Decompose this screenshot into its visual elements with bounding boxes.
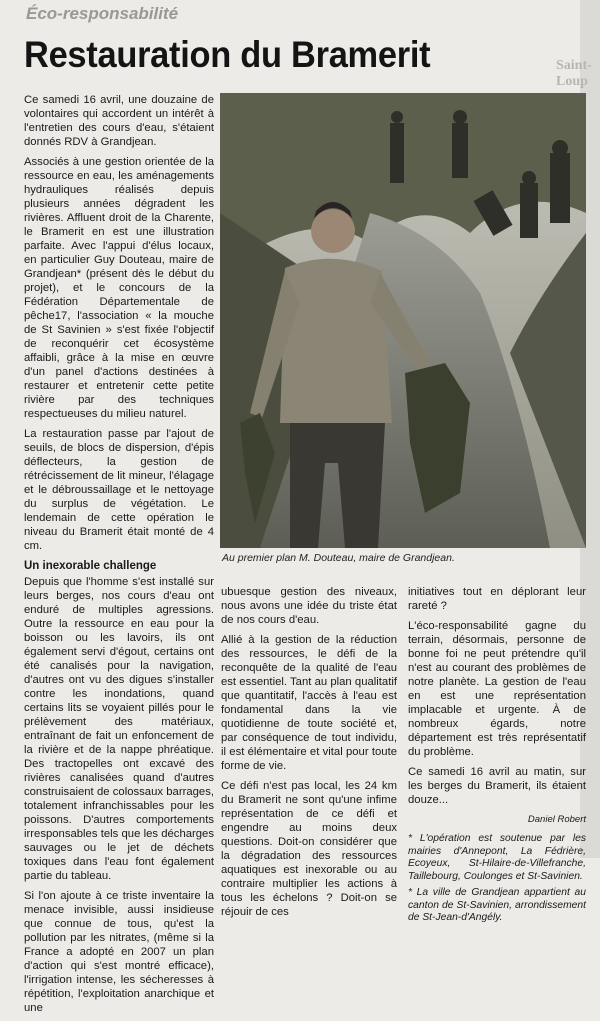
paragraph: initiatives tout en déplorant leur rareté ? xyxy=(408,586,586,612)
paragraph: ubuesque gestion des niveaux, nous avons une idée du triste état de nos cours d'eau. xyxy=(221,586,397,626)
paragraph: Depuis que l'homme s'est installé sur leurs berges, nos cours d'eau ont enduré de multiples agressions. Outre la ressource en eau pour la boisson ou les lavoirs, ils ont également servi d'égout, certains ont été canalisés pour la navigation, d'autres ont vu des digues s'installer contre les inondations, quand certains lits se voyaient pillés pour le prélèvement des matériaux, entraînant de fait un enfoncement de la rivière et de la nappe phréatique. Des tractopelles ont excavé des rivières canalisées quand d'autres construisaient de colossaux barrages, totalement infranchissables pour les poissons. D'autres comportements irresponsables tels que les décharges sauvages ou le jet de déchets toxiques dans l'eau font également partie du tableau. xyxy=(24,576,214,882)
footnote: * La ville de Grandjean appartient au canton de St-Savinien, arrondissement de St-Jean-d'Angély. xyxy=(408,887,586,923)
footnotes xyxy=(408,833,586,925)
article-column-1 xyxy=(24,93,214,1021)
author-signature: Daniel Robert xyxy=(527,814,586,825)
paragraph: Si l'on ajoute à ce triste inventaire la menace invisible, aussi insidieuse que connue de tous, qu'est la pollution par les nitrates, (même si la France a adopté en 2007 un plan d'action qui s'est montré efficace), l'irrigation intense, les sécheresses à répétition, l'exploitation anarchique et une xyxy=(24,890,214,1014)
paragraph: Ce samedi 16 avril, une douzaine de volontaires qui accordent un intérêt à l'entretien des cours d'eau, s'étaient donnés RDV à Grandjean. xyxy=(24,94,214,148)
footnote: * L'opération est soutenue par les mairies d'Annepont, La Fédrière, Ecoyeux, St-Hilaire-de-Villefranche, Taillebourg, Coulonges et St-Savinien. xyxy=(408,833,586,882)
paragraph: Allié à la gestion de la réduction des ressources, le défi de la reconquête de la qualité de l'eau est essentiel. Tant au plan qualitatif que quantitatif, l'accès à l'eau est fondamental dans la vie quotidienne de toute société et, par conséquence de tout individu, il est élémentaire et vital pour toute forme de vie. xyxy=(221,634,397,772)
article-column-3 xyxy=(408,585,586,929)
river-volunteers-photo xyxy=(220,93,586,548)
subheading: Un inexorable challenge xyxy=(24,560,157,572)
paragraph: La restauration passe par l'ajout de seuils, de blocs de dispersion, d'épis déflecteurs, la gestion de rétrécissement de lit mineur, l'élagage et le débroussaillage et le nettoyage du surplus de végétation. Le lendemain de cette opération le niveau du Bramerit était monté de 4 cm. xyxy=(24,428,214,552)
article-photo xyxy=(220,93,586,548)
photo-caption: Au premier plan M. Douteau, maire de Grandjean. xyxy=(222,552,455,564)
paragraph: Ce samedi 16 avril au matin, sur les berges du Bramerit, ils étaient douze... xyxy=(408,766,586,806)
section-kicker: Éco-responsabilité xyxy=(26,4,179,23)
adjacent-page-ghost-text: Saint-Loup xyxy=(556,58,592,89)
paragraph: L'éco-responsabilité gagne du terrain, désormais, personne de bonne foi ne peut prétendre qu'il n'est au courant des problèmes de notre planète. La gestion de l'eau en est une représentation implacable et urgente. À de nombreux égards, notre département est très représentatif du problème. xyxy=(408,620,586,758)
article-title: Restauration du Bramerit xyxy=(24,34,431,75)
paragraph: Associés à une gestion orientée de la ressource en eau, les aménagements hydrauliques réalisés depuis plusieurs années dégradent les rivières. Affluent droit de la Charente, le Bramerit en est une illustration parfaite. Avec l'appui d'élus locaux, en particulier Guy Douteau, maire de Grandjean* (présent dès le début du projet), et le concours de la Fédération Départementale de pêche17, l'association « la mouche de St Savinien » s'est fixée l'objectif de reconquérir cet écosystème affaibli, grâce à la mise en œuvre d'un panel d'actions destinées à restaurer et entretenir cette petite rivière par des techniques respectueuses du milieu naturel. xyxy=(24,156,214,420)
paragraph: Ce défi n'est pas local, les 24 km du Bramerit ne sont qu'une infime représentation de ce défi et engendre au moins deux questions. Doit-on considérer que la dégradation des ressources aquatiques est inexorable ou au contraire multiplier les actions à tous les échelons ? Doit-on se réjouir de ces xyxy=(221,780,397,918)
article-column-2 xyxy=(221,585,397,925)
